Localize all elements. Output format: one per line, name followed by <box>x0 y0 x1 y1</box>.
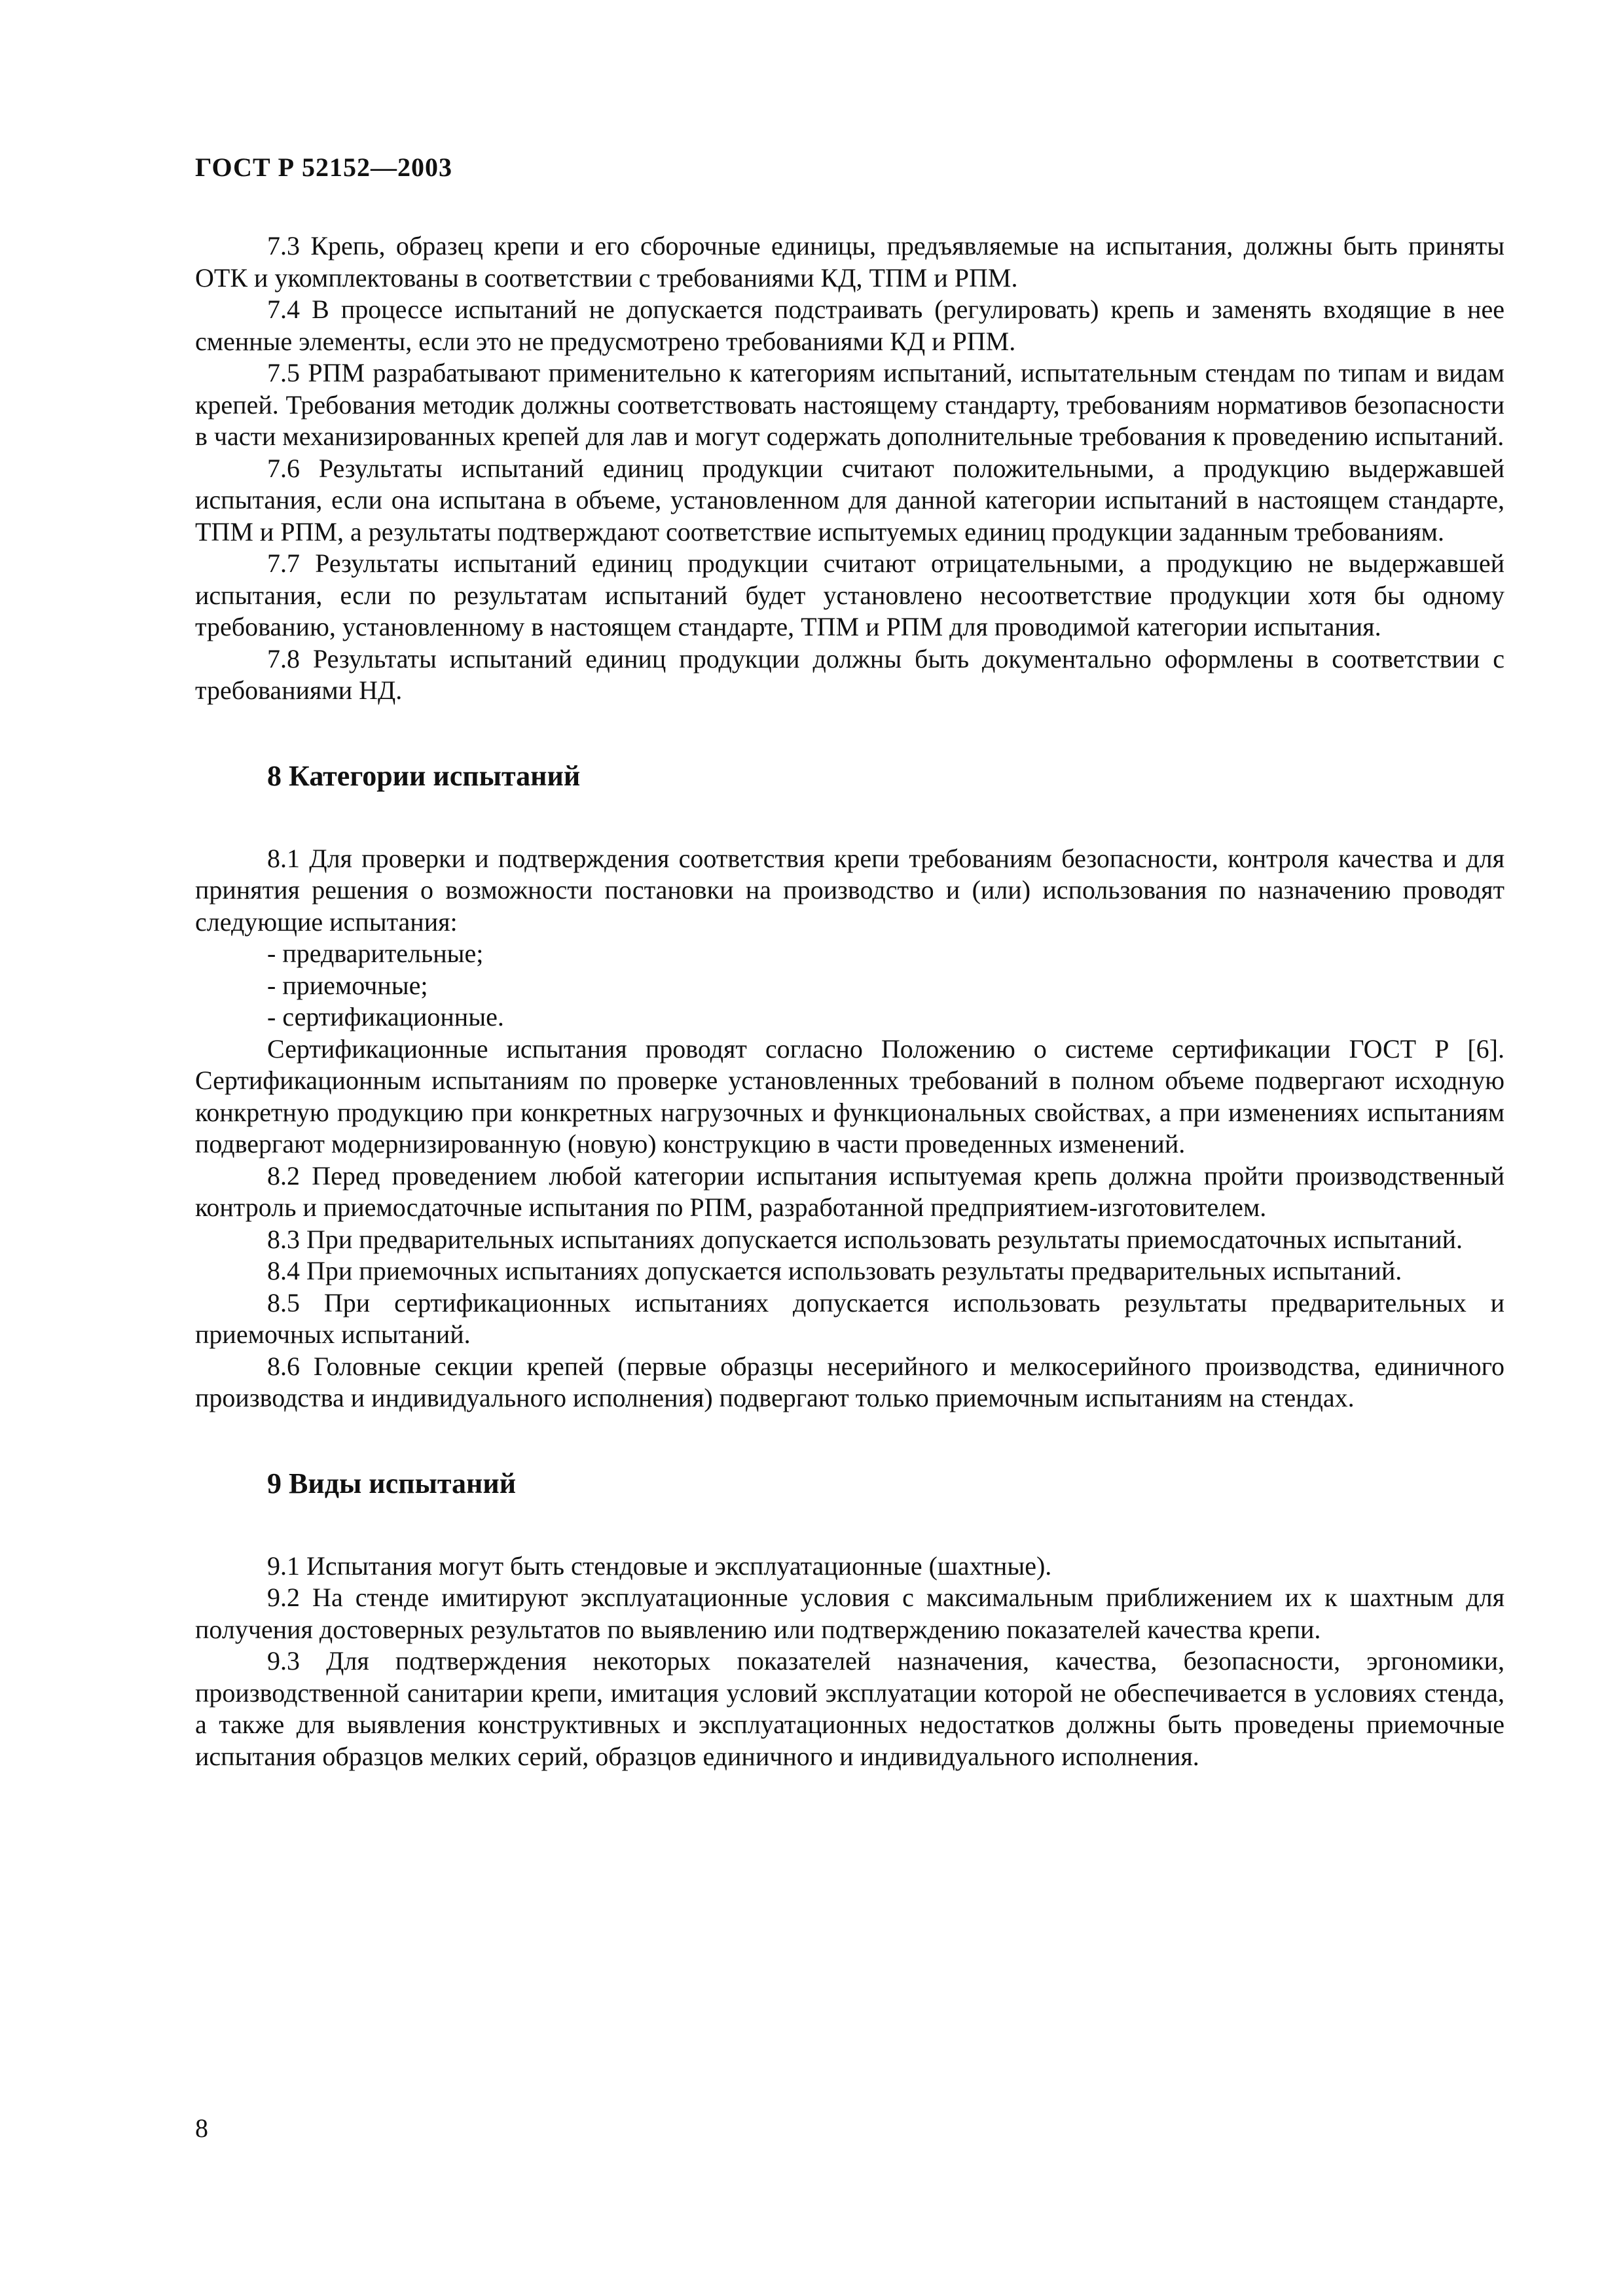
paragraph-7-8: 7.8 Результаты испытаний единиц продукции должны быть документально оформлены в соответствии с требованиями НД. <box>195 643 1504 705</box>
section-8-heading: 8 Категории испытаний <box>267 759 581 792</box>
paragraph-9-2: 9.2 На стенде имитируют эксплуатационные условия с максимальным приближением их к шахтным для получения достоверных результатов по выявлению или подтверждению показателей качества крепи. <box>195 1583 1504 1644</box>
paragraph-7-6: 7.6 Результаты испытаний единиц продукции считают положительными, а продукцию выдержавшей испытания, если она испытана в объеме, установленном для данной категории испытаний в настоящем стандарте, ТПМ и РПМ, а результаты подтверждают соответствие испытуемых единиц продукции заданным требованиям. <box>195 453 1504 547</box>
page-number: 8 <box>195 2113 208 2143</box>
paragraph-certification: Сертификационные испытания проводят согласно Положению о системе сертификации ГОСТ Р [6]. Сертификационным испытаниям по проверке установленных требований в полном объеме подвергают исходную конкретную продукцию при конкретных нагрузочных и функциональных свойствах, а при изменениях испытаниям подвергают модернизированную (новую) конструкцию в части проведенных изменений. <box>195 1033 1504 1158</box>
document-page <box>195 0 1504 2296</box>
paragraph-7-7: 7.7 Результаты испытаний единиц продукции считают отрицательными, а продукцию не выдержавшей испытания, если по результатам испытаний будет установлено несоответствие продукции хотя бы одному требованию, установленному в настоящем стандарте, ТПМ и РПМ для проводимой категории испытания. <box>195 548 1504 641</box>
paragraph-7-3: 7.3 Крепь, образец крепи и его сборочные единицы, предъявляемые на испытания, должны быть приняты ОТК и укомплектованы в соответствии с требованиями КД, ТПМ и РПМ. <box>195 231 1504 293</box>
paragraph-8-3: 8.3 При предварительных испытаниях допускается использовать результаты приемосдаточных испытаний. <box>267 1224 1463 1254</box>
list-item-certification: - сертификационные. <box>267 1002 504 1031</box>
paragraph-7-4: 7.4 В процессе испытаний не допускается подстраивать (регулировать) крепь и заменять входящие в нее сменные элементы, если это не предусмотрено требованиями КД и РПМ. <box>195 295 1504 356</box>
document-code: ГОСТ Р 52152—2003 <box>195 152 453 182</box>
paragraph-8-4: 8.4 При приемочных испытаниях допускается использовать результаты предварительных испытаний. <box>267 1256 1402 1285</box>
paragraph-7-5: 7.5 РПМ разрабатывают применительно к категориям испытаний, испытательным стендам по типам и видам крепей. Требования методик должны соответствовать настоящему стандарту, требованиям нормативов безопасности в части механизированных крепей для лав и могут содержать дополнительные требования к проведению испытаний. <box>195 358 1504 451</box>
section-9-heading: 9 Виды испытаний <box>267 1467 517 1499</box>
list-item-preliminary: - предварительные; <box>267 939 484 968</box>
list-item-acceptance: - приемочные; <box>267 970 428 1000</box>
paragraph-9-3: 9.3 Для подтверждения некоторых показателей назначения, качества, безопасности, эргономики, производственной санитарии крепи, имитация условий эксплуатации которой не обеспечивается в условиях стенда, а также для выявления конструктивных и эксплуатационных недостатков должны быть проведены приемочные испытания образцов мелких серий, образцов единичного и индивидуального исполнения. <box>195 1646 1504 1771</box>
document-body <box>195 230 1504 1772</box>
paragraph-8-1: 8.1 Для проверки и подтверждения соответствия крепи требованиям безопасности, контроля качества и для принятия решения о возможности постановки на производство и (или) использования по назначению проводят следующие испытания: <box>195 843 1504 937</box>
paragraph-8-6: 8.6 Головные секции крепей (первые образцы несерийного и мелкосерийного производства, единичного производства и индивидуального исполнения) подвергают только приемочным испытаниям на стендах. <box>195 1351 1504 1412</box>
paragraph-8-5: 8.5 При сертификационных испытаниях допускается использовать результаты предварительных и приемочных испытаний. <box>195 1287 1504 1349</box>
paragraph-9-1: 9.1 Испытания могут быть стендовые и эксплуатационные (шахтные). <box>267 1551 1052 1581</box>
paragraph-8-2: 8.2 Перед проведением любой категории испытания испытуемая крепь должна пройти производственный контроль и приемосдаточные испытания по РПМ, разработанной предприятием-изготовителем. <box>195 1160 1504 1222</box>
